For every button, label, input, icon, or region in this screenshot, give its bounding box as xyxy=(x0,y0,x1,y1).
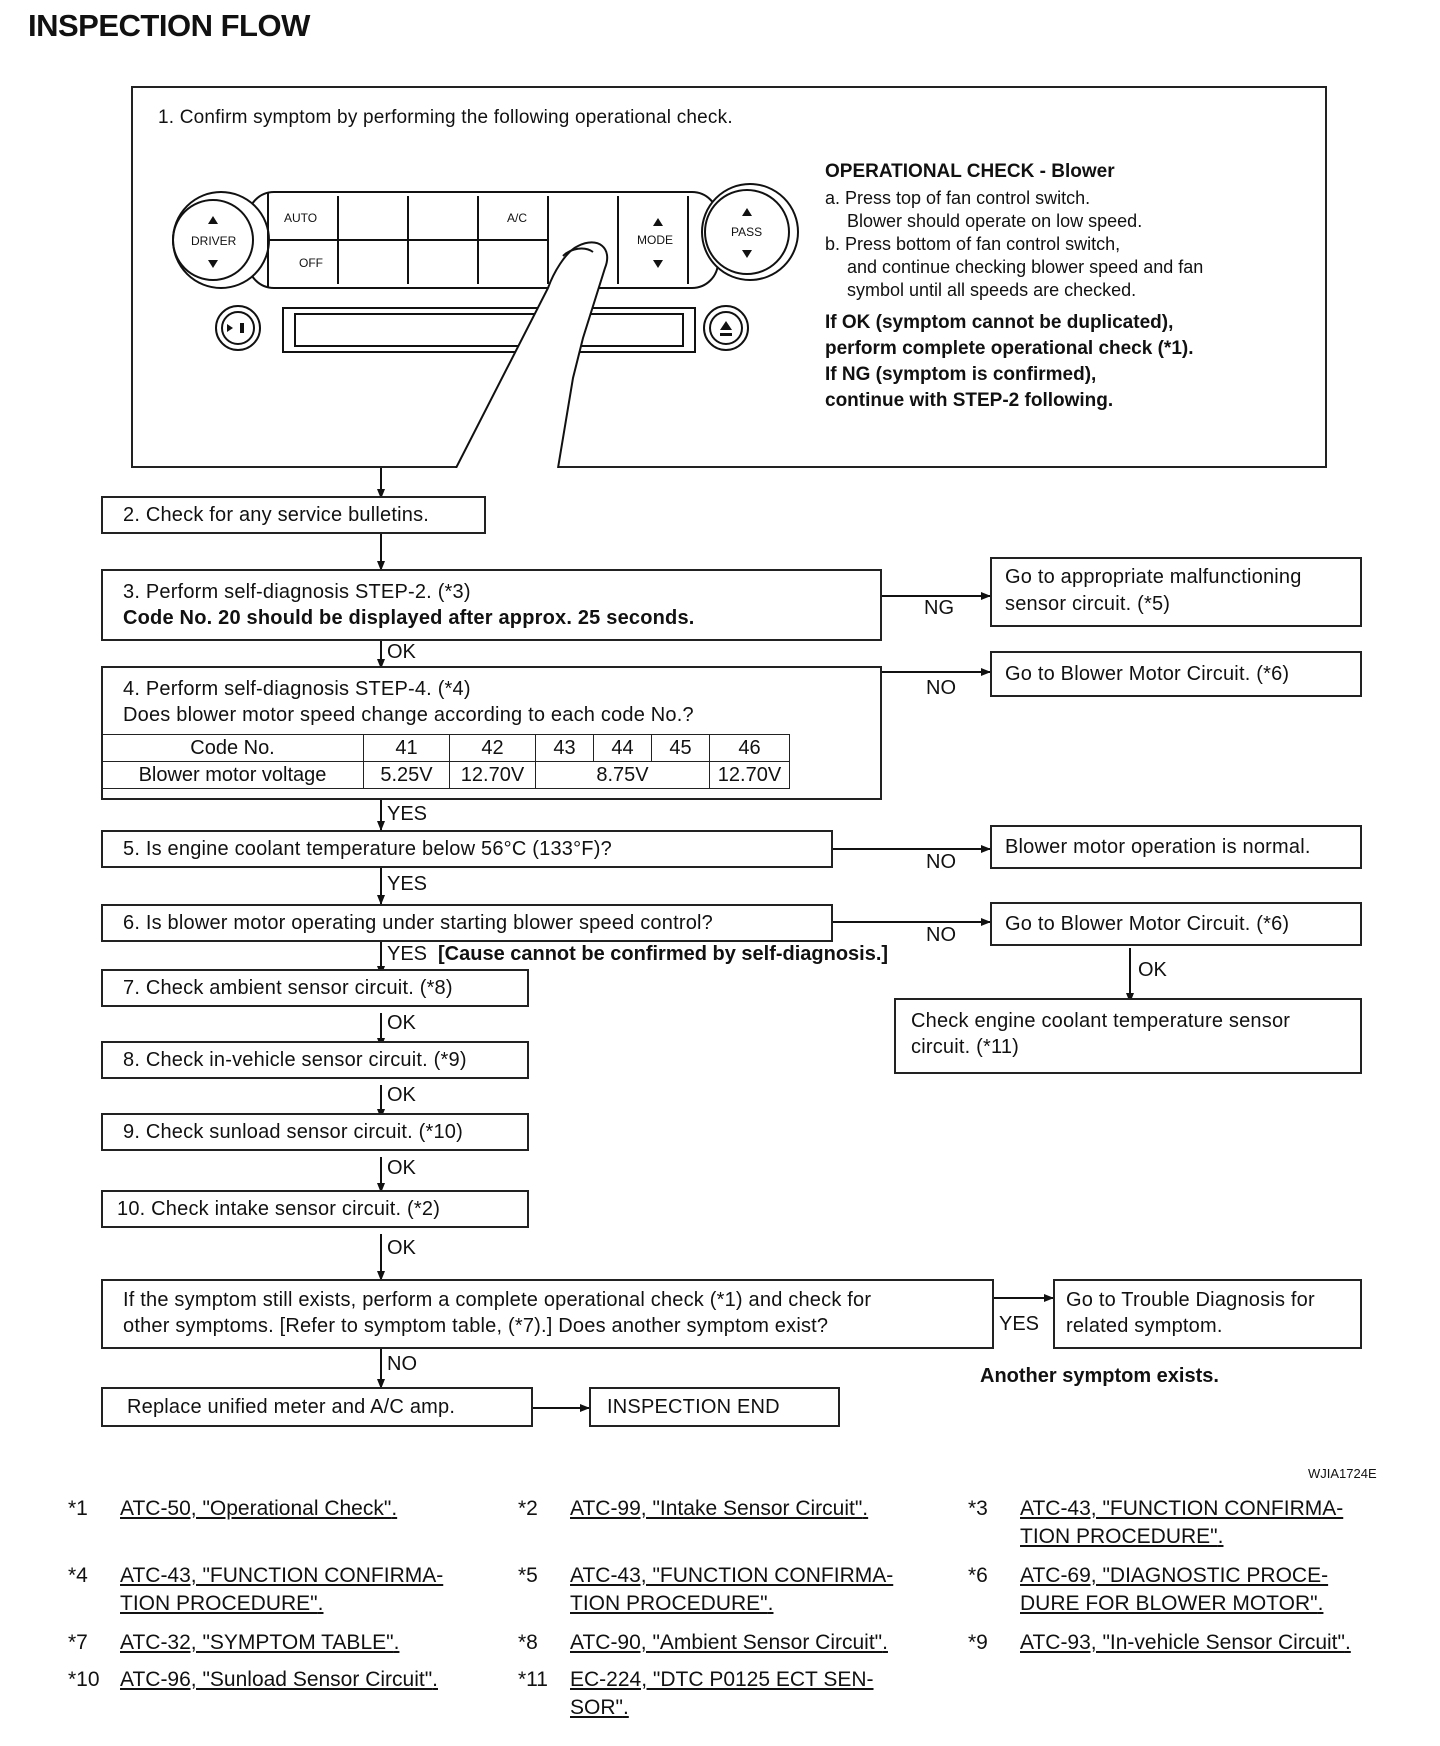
step9-ok-label: OK xyxy=(387,1157,416,1179)
step8-box xyxy=(101,1041,529,1079)
code-voltage-table xyxy=(101,734,790,789)
footnote-link-text[interactable]: ATC-50, "Operational Check" xyxy=(120,1497,392,1520)
footnote-link[interactable] xyxy=(570,1562,893,1618)
voltage-cell: 12.70V xyxy=(450,762,536,789)
step1-text: 1. Confirm symptom by performing the following operational check. xyxy=(158,107,733,128)
footnote-link[interactable] xyxy=(120,1562,443,1618)
another-symptom-note: Another symptom exists. xyxy=(980,1365,1219,1387)
voltage-cell: 5.25V xyxy=(364,762,450,789)
step4-no-box xyxy=(990,651,1362,697)
footnote-tail: . xyxy=(1344,1631,1351,1654)
page-title: INSPECTION FLOW xyxy=(28,8,310,43)
footnote-tail: . xyxy=(862,1497,869,1520)
footnote-link-text[interactable]: ATC-69, "DIAGNOSTIC PROCE- DURE FOR BLOWER MOTOR" xyxy=(1020,1564,1329,1615)
step11-line1: If the symptom still exists, perform a complete operational check (*1) and check for xyxy=(123,1289,872,1311)
footnote-link[interactable] xyxy=(120,1629,399,1657)
step5-no-label: NO xyxy=(926,851,956,873)
ect-line2: circuit. (*11) xyxy=(911,1036,1020,1058)
step4-no-label: NO xyxy=(926,677,956,699)
footnote-number: *7 xyxy=(68,1631,88,1654)
opcheck-result-4: continue with STEP-2 following. xyxy=(825,390,1114,411)
code-cell: 45 xyxy=(652,735,710,762)
footnote-link[interactable] xyxy=(120,1495,397,1523)
footnote-link-text[interactable]: ATC-90, "Ambient Sensor Circuit" xyxy=(570,1631,883,1654)
opcheck-a1: a. Press top of fan control switch. xyxy=(825,188,1091,208)
footnote-tail: . xyxy=(767,1592,774,1615)
step2-box xyxy=(101,496,486,534)
step5-no-box xyxy=(990,825,1362,869)
step6-text: 6. Is blower motor operating under starting blower speed control? xyxy=(123,912,713,934)
step4-yes-label: YES xyxy=(387,803,428,825)
voltage-cell: 8.75V xyxy=(536,762,710,789)
step6-no-text: Go to Blower Motor Circuit. (*6) xyxy=(1005,913,1290,935)
footnote-number: *3 xyxy=(968,1497,988,1520)
step11-yes-box xyxy=(1053,1279,1362,1349)
footnote-number: *8 xyxy=(518,1631,538,1654)
footnote-tail: . xyxy=(622,1696,629,1719)
step4-line2: Does blower motor speed change according to each code No.? xyxy=(123,704,694,726)
step11-box xyxy=(101,1279,994,1349)
step6-no-box xyxy=(990,902,1362,946)
pass-label: PASS xyxy=(731,225,763,239)
footnote-link-text[interactable]: EC-224, "DTC P0125 ECT SEN- SOR" xyxy=(570,1668,874,1719)
code-cell: 41 xyxy=(364,735,450,762)
footnote-number: *4 xyxy=(68,1564,88,1587)
footnote-link[interactable] xyxy=(570,1495,868,1523)
step11-no-label: NO xyxy=(387,1353,417,1375)
climate-control-panel-illustration xyxy=(153,178,853,468)
opcheck-result-3: If NG (symptom is confirmed), xyxy=(825,364,1097,385)
mode-label: MODE xyxy=(637,233,673,247)
step11-yes-line1: Go to Trouble Diagnosis for xyxy=(1066,1289,1315,1311)
ect-sensor-box xyxy=(894,998,1362,1074)
step10-text: 10. Check intake sensor circuit. (*2) xyxy=(117,1198,441,1220)
inspection-end-box xyxy=(589,1387,840,1427)
auto-label: AUTO xyxy=(284,211,318,225)
step10-ok-label: OK xyxy=(387,1237,416,1259)
footnote-link[interactable] xyxy=(120,1666,438,1694)
step10-box xyxy=(101,1190,529,1228)
step3-ng-line2: sensor circuit. (*5) xyxy=(1005,593,1171,615)
footnote-link-text[interactable]: ATC-93, "In-vehicle Sensor Circuit" xyxy=(1020,1631,1345,1654)
step3-ok-label: OK xyxy=(387,641,416,663)
opcheck-b3: symbol until all speeds are checked. xyxy=(847,280,1137,300)
step3-ng-label: NG xyxy=(924,597,954,619)
step9-box xyxy=(101,1113,529,1151)
opcheck-result-1: If OK (symptom cannot be duplicated), xyxy=(825,312,1174,333)
step3-box xyxy=(101,569,882,641)
code-header: Code No. xyxy=(102,735,364,762)
footnote-tail: . xyxy=(393,1631,400,1654)
footnote-number: *6 xyxy=(968,1564,988,1587)
step7-ok-label: OK xyxy=(387,1012,416,1034)
code-cell: 43 xyxy=(536,735,594,762)
step9-text: 9. Check sunload sensor circuit. (*10) xyxy=(123,1121,463,1143)
step1-box xyxy=(131,86,1327,468)
step8-ok-label: OK xyxy=(387,1084,416,1106)
step7-text: 7. Check ambient sensor circuit. (*8) xyxy=(123,977,453,999)
step6-yes-label: YES xyxy=(387,943,428,965)
step3-ng-box xyxy=(990,557,1362,627)
step5-no-text: Blower motor operation is normal. xyxy=(1005,836,1311,858)
footnote-tail: . xyxy=(391,1497,398,1520)
step7-box xyxy=(101,969,529,1007)
replace-box xyxy=(101,1387,533,1427)
step2-text: 2. Check for any service bulletins. xyxy=(123,504,430,526)
step5-text: 5. Is engine coolant temperature below 56°C (133°F)? xyxy=(123,838,612,860)
footnote-number: *2 xyxy=(518,1497,538,1520)
footnote-link-text[interactable]: ATC-43, "FUNCTION CONFIRMA- TION PROCEDURE" xyxy=(120,1564,444,1615)
footnote-link-text[interactable]: ATC-43, "FUNCTION CONFIRMA- TION PROCEDURE" xyxy=(570,1564,894,1615)
step3-ng-line1: Go to appropriate malfunctioning xyxy=(1005,566,1302,588)
footnote-number: *5 xyxy=(518,1564,538,1587)
footnote-number: *11 xyxy=(518,1668,548,1691)
opcheck-result-2: perform complete operational check (*1). xyxy=(825,338,1194,359)
footnote-link[interactable] xyxy=(1020,1562,1328,1618)
footnote-link[interactable] xyxy=(570,1666,874,1722)
footnote-link-text[interactable]: ATC-99, "Intake Sensor Circuit" xyxy=(570,1497,863,1520)
footnote-link-text[interactable]: ATC-32, "SYMPTOM TABLE" xyxy=(120,1631,394,1654)
ect-line1: Check engine coolant temperature sensor xyxy=(911,1010,1291,1032)
replace-text: Replace unified meter and A/C amp. xyxy=(127,1396,456,1418)
code-cell: 42 xyxy=(450,735,536,762)
footnote-number: *9 xyxy=(968,1631,988,1654)
voltage-cell: 12.70V xyxy=(710,762,790,789)
driver-label: DRIVER xyxy=(191,234,237,248)
opcheck-heading: OPERATIONAL CHECK - Blower xyxy=(825,161,1115,182)
step4-no-text: Go to Blower Motor Circuit. (*6) xyxy=(1005,663,1290,685)
step6-no-ok-label: OK xyxy=(1138,959,1167,981)
ac-label: A/C xyxy=(507,211,528,225)
footnote-number: *10 xyxy=(68,1668,100,1691)
step3-line2: Code No. 20 should be displayed after approx. 25 seconds. xyxy=(123,607,695,629)
footnote-tail: . xyxy=(317,1592,324,1615)
footnote-tail: . xyxy=(882,1631,888,1654)
opcheck-b1: b. Press bottom of fan control switch, xyxy=(825,234,1121,254)
footnote-link-text[interactable]: ATC-96, "Sunload Sensor Circuit" xyxy=(120,1668,433,1691)
code-cell: 44 xyxy=(594,735,652,762)
footnote-link-text[interactable]: ATC-43, "FUNCTION CONFIRMA- TION PROCEDURE" xyxy=(1020,1497,1344,1548)
step6-box xyxy=(101,904,833,942)
step6-no-label: NO xyxy=(926,924,956,946)
footnote-link[interactable] xyxy=(1020,1629,1351,1657)
footnote-link[interactable] xyxy=(570,1629,888,1657)
inspection-end-text: INSPECTION END xyxy=(607,1396,780,1418)
figure-id: WJIA1724E xyxy=(1308,1466,1377,1481)
opcheck-a2: Blower should operate on low speed. xyxy=(847,211,1143,231)
step4-box xyxy=(101,666,882,800)
footnote-tail: . xyxy=(1217,1525,1224,1548)
step3-line1: 3. Perform self-diagnosis STEP-2. (*3) xyxy=(123,581,471,603)
step5-box xyxy=(101,830,833,868)
off-label: OFF xyxy=(299,256,323,270)
footnote-link[interactable] xyxy=(1020,1495,1343,1551)
footnote-tail: . xyxy=(432,1668,438,1691)
footnote-number: *1 xyxy=(68,1497,88,1520)
voltage-header: Blower motor voltage xyxy=(102,762,364,789)
opcheck-b2: and continue checking blower speed and fan xyxy=(847,257,1204,277)
step11-line2: other symptoms. [Refer to symptom table, (*7).] Does another symptom exist? xyxy=(123,1315,829,1337)
step8-text: 8. Check in-vehicle sensor circuit. (*9) xyxy=(123,1049,467,1071)
code-cell: 46 xyxy=(710,735,790,762)
footnote-tail: . xyxy=(1317,1592,1324,1615)
step6-yes-note: [Cause cannot be confirmed by self-diagnosis.] xyxy=(438,943,889,965)
step4-line1: 4. Perform self-diagnosis STEP-4. (*4) xyxy=(123,678,471,700)
step11-yes-label: YES xyxy=(999,1313,1040,1335)
step11-yes-line2: related symptom. xyxy=(1066,1315,1223,1337)
step5-yes-label: YES xyxy=(387,873,428,895)
